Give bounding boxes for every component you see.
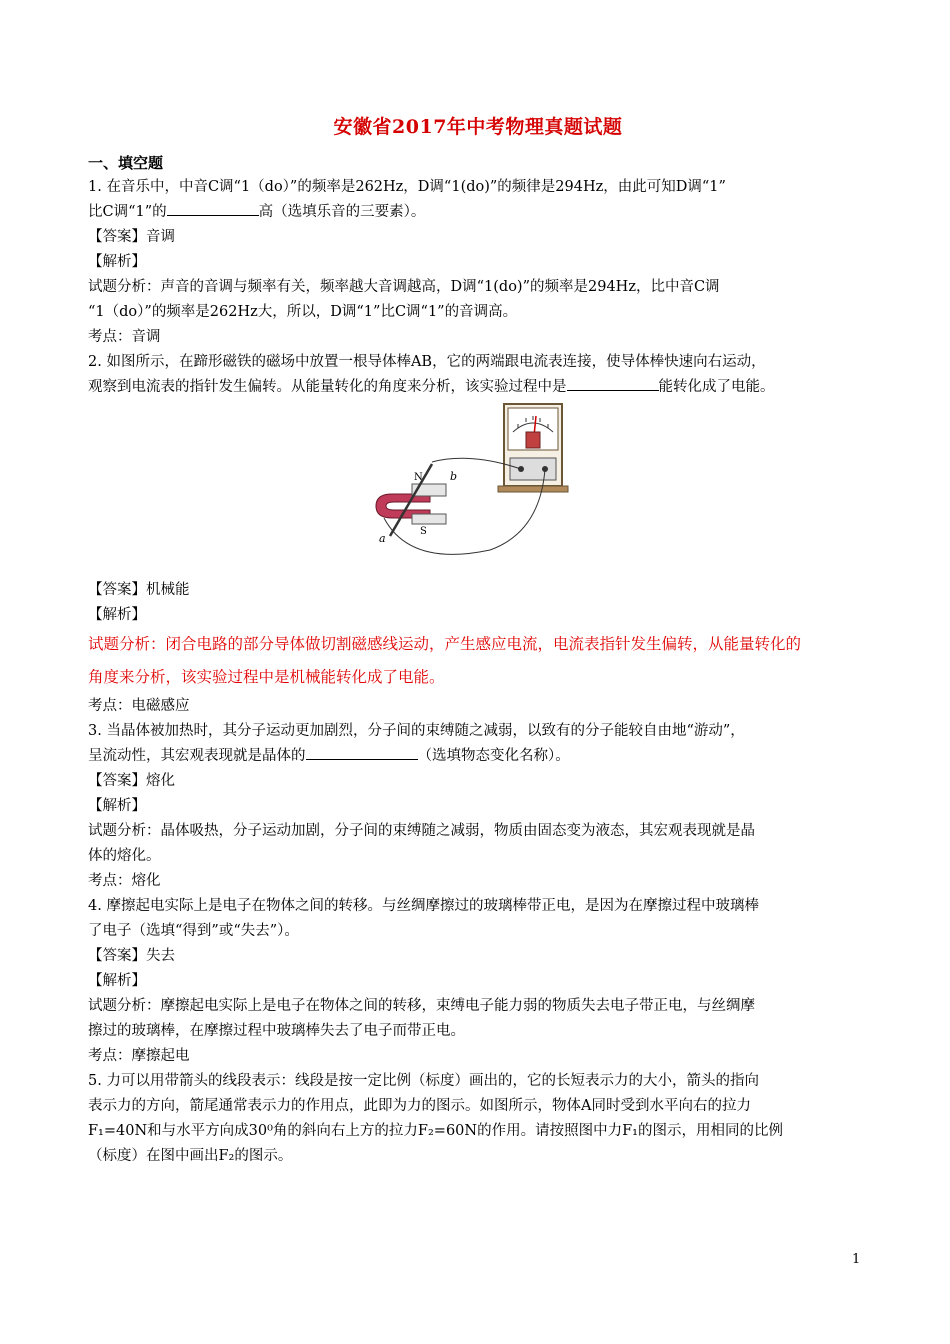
q2-knowledge-point: 考点：电磁感应 — [88, 698, 190, 714]
q4-answer: 【答案】失去 — [88, 948, 175, 964]
q2-line2-start: 观察到电流表的指针发生偏转。从能量转化的角度来分析，该实验过程中是 — [88, 379, 567, 395]
q4-analysis-line2: 擦过的玻璃棒，在摩擦过程中玻璃棒失去了电子而带正电。 — [88, 1023, 465, 1039]
q3-analysis-line1: 试题分析：晶体吸热，分子运动加剧，分子间的束缚随之减弱，物质由固态变为液态，其宏观表现就是晶 — [88, 823, 755, 839]
q3-line1: 3. 当晶体被加热时，其分子运动更加剧烈，分子间的束缚随之减弱，以致有的分子能较自由地“游动”， — [88, 723, 745, 739]
q4-analysis-label: 【解析】 — [88, 973, 146, 989]
page-number: 1 — [852, 1252, 861, 1267]
q2-line2-end: 能转化成了电能。 — [658, 379, 775, 395]
induction-experiment-diagram — [370, 402, 590, 574]
q2-answer: 【答案】机械能 — [88, 582, 190, 598]
q3-analysis-line2: 体的熔化。 — [88, 848, 161, 864]
q2-line1: 2. 如图所示，在蹄形磁铁的磁场中放置一根导体棒AB，它的两端跟电流表连接，使导体棒快速向右运动， — [88, 354, 766, 370]
document-page — [88, 112, 868, 1169]
q4-line1: 4. 摩擦起电实际上是电子在物体之间的转移。与丝绸摩擦过的玻璃棒带正电，是因为在摩擦过程中玻璃棒 — [88, 898, 759, 914]
q5-line2: 表示力的方向，箭尾通常表示力的作用点，此即为力的图示。如图所示，物体A同时受到水平向右的拉力 — [88, 1098, 751, 1114]
q3-line2-end: （选填物态变化名称）。 — [417, 748, 570, 764]
q1-knowledge-point: 考点：音调 — [88, 329, 161, 345]
q1-line2 — [88, 200, 868, 225]
q3-line2-start: 呈流动性，其宏观表现就是晶体的 — [88, 748, 306, 764]
q3-line2 — [88, 744, 868, 769]
q1-analysis-line2: “1（do）”的频率是262Hz大，所以，D调“1”比C调“1”的音调高。 — [88, 304, 518, 320]
label-n: N — [414, 472, 423, 483]
q3-answer-blank — [306, 745, 418, 760]
q5-line3: F₁=40N和与水平方向成30⁰角的斜向右上方的拉力F₂=60N的作用。请按照图中力F₁的图示，用相同的比例 — [88, 1123, 783, 1139]
q5-line1: 5. 力可以用带箭头的线段表示：线段是按一定比例（标度）画出的，它的长短表示力的大小，箭头的指向 — [88, 1073, 759, 1089]
section-heading: 一、填空题 — [88, 154, 164, 172]
label-b: b — [450, 470, 458, 483]
label-a: a — [379, 532, 386, 545]
q1-line2-start: 比C调“1”的 — [88, 204, 167, 220]
q1-line1: 1. 在音乐中，中音C调“1（do）”的频率是262Hz，D调“1(do)”的频律是294Hz，由此可知D调“1” — [88, 179, 726, 195]
q1-analysis-label: 【解析】 — [88, 254, 146, 270]
q5-line4: （标度）在图中画出F₂的图示。 — [88, 1148, 293, 1164]
q4-analysis-line1: 试题分析：摩擦起电实际上是电子在物体之间的转移，束缚电子能力弱的物质失去电子带正电，与丝绸摩 — [88, 998, 755, 1014]
q2-analysis-line1: 试题分析：闭合电路的部分导体做切割磁感线运动，产生感应电流，电流表指针发生偏转，从能量转化的 — [88, 635, 802, 653]
q2-line2 — [88, 375, 868, 400]
q1-line2-end: 高（选填乐音的三要素）。 — [258, 204, 426, 220]
q2-analysis-line2: 角度来分析，该实验过程中是机械能转化成了电能。 — [88, 668, 445, 686]
q3-analysis-label: 【解析】 — [88, 798, 146, 814]
q3-answer: 【答案】熔化 — [88, 773, 175, 789]
label-s: S — [420, 526, 427, 537]
q1-answer: 【答案】音调 — [88, 229, 175, 245]
q4-line2: 了电子（选填“得到”或“失去”）。 — [88, 923, 299, 939]
q4-knowledge-point: 考点：摩擦起电 — [88, 1048, 190, 1064]
document-title: 安徽省2017年中考物理真题试题 — [333, 116, 623, 138]
q2-answer-blank — [567, 376, 659, 391]
q1-answer-blank — [167, 201, 259, 216]
galvanometer-figure — [88, 400, 868, 578]
q1-analysis-line1: 试题分析：声音的音调与频率有关，频率越大音调越高，D调“1(do)”的频率是294Hz，比中音C调 — [88, 279, 720, 295]
q2-analysis-label: 【解析】 — [88, 607, 146, 623]
q3-knowledge-point: 考点：熔化 — [88, 873, 161, 889]
